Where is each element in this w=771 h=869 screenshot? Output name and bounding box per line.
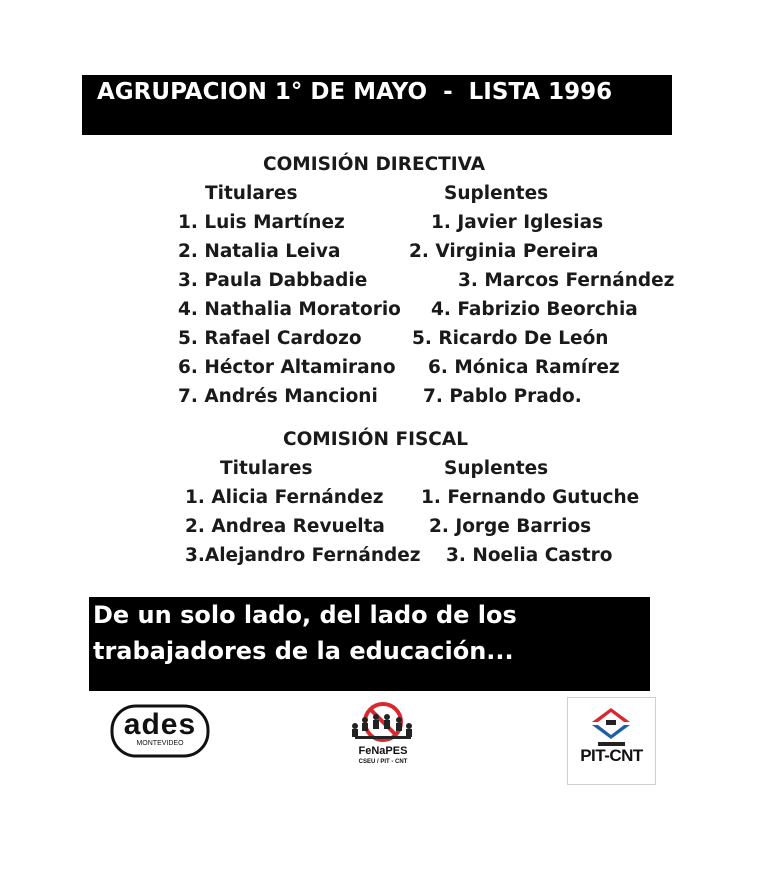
fenapes-logo	[343, 700, 423, 770]
slogan-line-1: De un solo lado, del lado de los	[93, 601, 517, 629]
fiscal-suplente: 2. Jorge Barrios	[429, 516, 592, 537]
directiva-titular: 1. Luis Martínez	[178, 212, 345, 233]
fiscal-titulares-label: Titulares	[220, 458, 313, 479]
fiscal-suplentes-label: Suplentes	[444, 458, 549, 479]
fiscal-suplente: 1. Fernando Gutuche	[421, 487, 640, 508]
ades-subtext: MONTEVIDEO	[136, 740, 184, 747]
slogan-line-2: trabajadores de la educación...	[93, 637, 514, 665]
directiva-suplente: 7. Pablo Prado.	[423, 386, 582, 407]
directiva-titular: 6. Héctor Altamirano	[178, 357, 396, 378]
directiva-titular: 7. Andrés Mancioni	[178, 386, 378, 407]
fiscal-heading: COMISIÓN FISCAL	[283, 429, 468, 450]
fenapes-subtext: CSEU / PIT - CNT	[358, 759, 408, 765]
directiva-suplentes-label: Suplentes	[444, 183, 549, 204]
fenapes-wordmark: FeNaPES	[358, 745, 408, 757]
directiva-suplente: 3. Marcos Fernández	[458, 270, 675, 291]
fiscal-titular: 2. Andrea Revuelta	[185, 516, 385, 537]
directiva-suplente: 5. Ricardo De León	[412, 328, 609, 349]
directiva-titular: 5. Rafael Cardozo	[178, 328, 362, 349]
directiva-titular: 4. Nathalia Moratorio	[178, 299, 401, 320]
fiscal-suplente: 3. Noelia Castro	[446, 545, 613, 566]
directiva-titulares-label: Titulares	[205, 183, 298, 204]
directiva-suplente: 6. Mónica Ramírez	[428, 357, 620, 378]
ades-logo	[110, 703, 210, 759]
fiscal-titular: 1. Alicia Fernández	[185, 487, 384, 508]
slogan-box	[89, 597, 650, 691]
pitcnt-emblem-icon	[568, 698, 655, 748]
directiva-titular: 3. Paula Dabbadie	[178, 270, 368, 291]
fiscal-titular: 3.Alejandro Fernández	[185, 545, 421, 566]
directiva-suplente: 1. Javier Iglesias	[431, 212, 604, 233]
title-bar	[82, 75, 672, 135]
fenapes-emblem-icon	[343, 700, 423, 748]
pitcnt-logo	[567, 697, 656, 785]
directiva-titular: 2. Natalia Leiva	[178, 241, 341, 262]
directiva-suplente: 4. Fabrizio Beorchia	[431, 299, 638, 320]
directiva-suplente: 2. Virginia Pereira	[409, 241, 599, 262]
directiva-heading: COMISIÓN DIRECTIVA	[263, 154, 486, 175]
ades-wordmark: ades	[123, 708, 197, 741]
page-title: AGRUPACION 1° DE MAYO - LISTA 1996	[97, 79, 613, 105]
pitcnt-wordmark: PIT-CNT	[580, 746, 643, 765]
